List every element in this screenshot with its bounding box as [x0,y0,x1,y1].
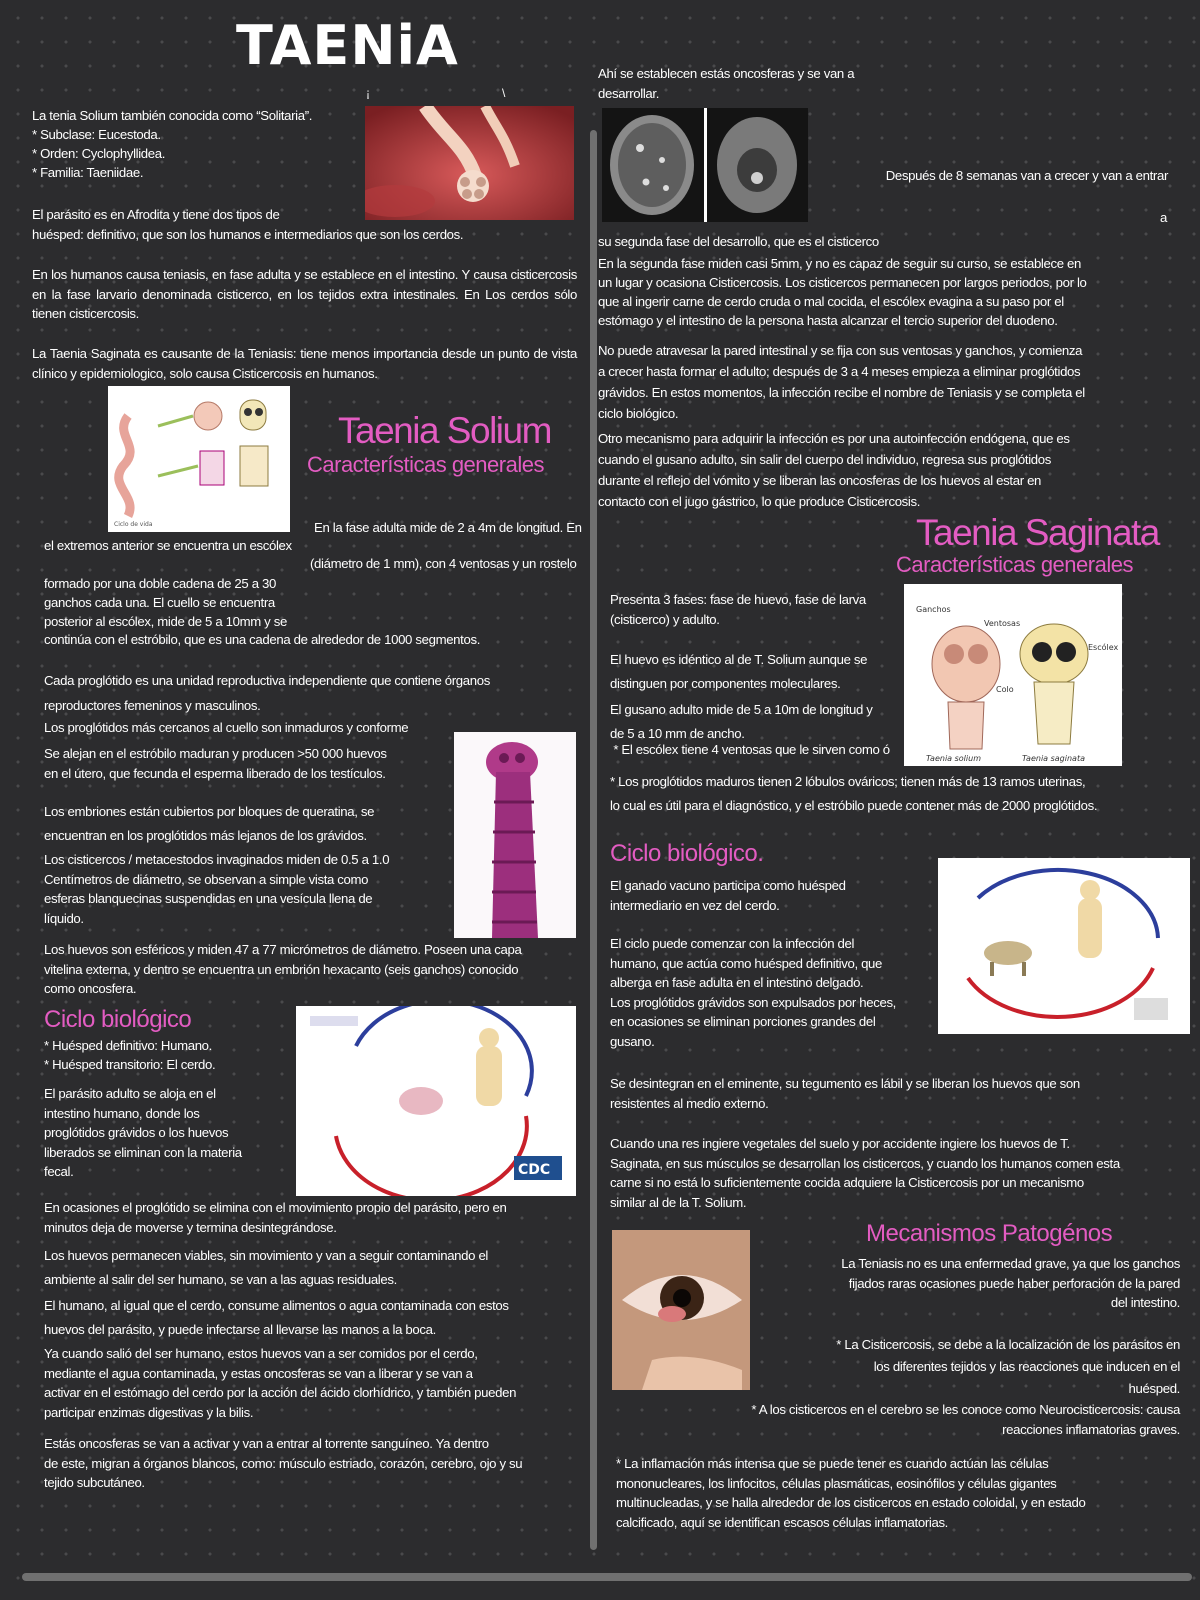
right-segunda-fase: su segunda fase del desarrollo, que es el cisticerco [598,234,879,249]
solium-adult-c: (diámetro de 1 mm), con 4 ventosas y un rostelo [310,556,577,571]
mecanismos-cisticercosis: * La Cisticercosis, se debe a la localización de los parásitos en los diferentes tejidos y las reacciones que inducen en el huésped. [836,1337,1180,1396]
solium-proglotido: Cada proglótido es una unidad reproductiva independiente que contiene órganos reproductores femeninos y masculinos. [44,673,490,713]
right-oncosferas: Ahí se establecen estás oncosferas y se van a desarrollar. [598,66,855,101]
saginata-heading: Taenia Saginata [916,512,1159,553]
page-title: TAENiA [236,14,459,77]
label-taenia-solium: Taenia solium [926,754,981,763]
right-autoinfeccion: Otro mecanismo para adquirir la infección es por una autoinfección endógena, que es cuando el gusano adulto, sin salir del cuerpo del individuo, regresa sus proglótidos durante el reflejo del vómito y se liberan las oncosferas de los huevos al estar en contacto con el jugo gástrico, lo que produce Cisticercosis. [598,431,1070,509]
intro-taxonomy: La tenia Solium también conocida como “Solitaria”. * Subclase: Eucestoda. * Orden: Cyclophyllidea. * Familia: Taeniidae. [32,108,313,180]
solium-life-cycle-diagram [296,1006,576,1196]
saginata-escolex: * El escólex tiene 4 ventosas que le sirven como ó [610,742,890,757]
intro-saginata: La Taenia Saginata es causante de la Teniasis: tiene menos importancia desde un punto de vista clínico y epidemiologico, solo causa Cisticercosis en humanos. [32,346,577,381]
label-colo: Colo [996,685,1014,694]
solium-ciclo-heading: Ciclo biológico [44,1006,192,1033]
title-mark: \ [502,86,505,100]
label-taenia-saginata: Taenia saginata [1022,754,1085,763]
right-ocho-semanas: Después de 8 semanas van a crecer y van a entrar [885,168,1168,183]
solium-ciclo-p4: El humano, al igual que el cerdo, consume alimentos o agua contaminada con estos huevos del parásito, y puede infectarse al llevarse las manos a la boca. [44,1298,509,1337]
column-divider [590,130,597,1550]
right-pared-intestinal: No puede atravesar la pared intestinal y se fija con sus ventosas y ganchos, y comienza a crecer hasta formar el adulto; después de 3 a 4 meses empieza a eliminar proglótidos grávidos. En estos momentos, la infección recibe el nombre de Teniasis y se completa el ciclo biológico. [598,343,1085,421]
horizontal-scrollbar[interactable] [22,1573,1192,1581]
solium-embriones: Los embriones están cubiertos por bloques de queratina, se encuentran en los proglótidos más lejanos de los grávidos. [44,804,375,843]
label-ganchos: Ganchos [916,605,951,614]
solium-ciclo-p2: En ocasiones el proglótido se elimina con el movimiento propio del parásito, pero en minutos deja de moverse y termina desintegrándose. [44,1200,507,1235]
label-ventosas: Ventosas [984,619,1021,628]
right-cisticercosis: En la segunda fase miden casi 5mm, y no es capaz de seguir su curso, se establece en un lugar y ocasiona Cisticercosis. Los cisticercos permanecen por largos periodos, por lo que al ingerir carne de cerdo cruda o mal cocida, el escólex evagina a su paso por el estómago y el intestino de la persona hasta alcanzar el tercio superior del duodeno. [598,256,1087,328]
solium-heading: Taenia Solium [338,410,551,451]
saginata-subheading: Características generales [896,552,1133,577]
solium-huevos: Los huevos son esféricos y miden 47 a 77 micrómetros de diámetro. Poseen una capa vitelina externa, y dentro se encuentra un embrión hexacanto (seis ganchos) conocido como oncosfera. [44,942,522,996]
solium-adult-b: el extremos anterior se encuentra un escólex [44,538,292,553]
solium-subheading: Características generales [307,452,544,477]
cdc-logo: CDC [518,1162,551,1178]
saginata-gusano: El gusano adulto mide de 5 a 10m de longitud y de 5 a 10 mm de ancho. [610,702,873,741]
scolex-comparison-diagram [904,584,1122,766]
solium-ciclo-p6: Estás oncosferas se van a activar y van a entrar al torrente sanguíneo. Ya dentro de este, migran a órganos blancos, como: músculo estriado, corazón, cerebro, ojo y su tejido subcutáneo. [44,1436,523,1490]
saginata-ciclo-p4: Cuando una res ingiere vegetales del suelo y por accidente ingiere los huevos de T. Saginata, en sus músculos se desarrollan los cisticercos, y cuando los humanos comen esta carne si no está lo suficientemente cocida adquiere la Cisticercosis por un mecanismo similar al de la T. Solium. [610,1136,1120,1210]
brain-mri-scans [602,108,808,222]
solium-adult-d: formado por una doble cadena de 25 a 30 ganchos cada una. El cuello se encuentra posterior al escólex, mide de 5 a 10mm y se [44,576,287,629]
solium-inmaduros: Los proglótidos más cercanos al cuello son inmaduros y conforme [44,720,409,735]
solium-ciclo-p3: Los huevos permanecen viables, sin movimiento y van a seguir contaminando el ambiente al salir del ser humano, se van a las aguas residuales. [44,1248,489,1287]
mecanismos-teniasis: La Teniasis no es una enfermedad grave, ya que los ganchos fijados raras ocasiones puede haber perforación de la pared del intestino. [841,1256,1180,1310]
saginata-proglotidos: * Los proglótidos maduros tienen 2 lóbulos ováricos; tienen más de 13 ramos uterinas, lo cual es útil para el diagnóstico, y el estróbilo puede contener más de 2000 proglótidos. [610,774,1098,813]
saginata-ciclo-p3: Se desintegran en el eminente, su tegumento es lábil y se liberan los huevos que son resistentes al medio externo. [610,1076,1080,1111]
intro-hosts-a: El parásito es en Afrodita y tiene dos tipos de [32,207,280,222]
stained-tapeworm-photo [454,732,576,938]
mecanismos-inflamacion: * La inflamación más intensa que se puede tener es cuando actúan las células mononucleares, los linfocitos, células plasmáticas, eosinófilos y células gigantes multinucleadas, y se halla alrededor de los cisticercos en estado coloidal, y en estado calcificado, aquí se identifican escasos células inflamatorias. [616,1456,1086,1530]
mecanismos-heading: Mecanismos Patogénos [866,1220,1113,1247]
svg-text:Ciclo de vida: Ciclo de vida [114,521,153,528]
saginata-ciclo-heading: Ciclo biológico. [610,840,764,867]
tapeworm-scolex-photo [365,106,574,220]
label-escolex: Escólex [1088,643,1119,652]
saginata-huevo: El huevo es idéntico al de T. Solium aunque se distinguen por componentes moleculares. [610,652,868,691]
solium-adult-a: En la fase adulta mide de 2 a 4m de longitud. En [314,520,582,535]
intro-teniasis: En los humanos causa teniasis, en fase adulta y se establece en el intestino. Y causa cisticercosis en la fase larvario denominada cisticerco, en los tejidos extra intestinales. En Los cerdos sólo tienen cisticercosis. [32,267,577,321]
eye-cysticercosis-photo [612,1230,750,1390]
solium-ciclo-p1: El parásito adulto se aloja en el intestino humano, donde los proglótidos grávidos o los huevos liberados se eliminan con la materia fecal. [44,1086,242,1179]
saginata-fases: Presenta 3 fases: fase de huevo, fase de larva (cisticerco) y adulto. [610,592,866,627]
title-mark: ¡ [366,86,370,100]
solium-alejan: Se alejan en el estróbilo maduran y producen >50 000 huevos en el útero, que fecunda el esperma liberado de los testículos. [44,746,387,781]
solium-ciclo-p5: Ya cuando salió del ser humano, estos huevos van a ser comidos por el cerdo, mediante el agua contaminada, y estas oncosferas se van a liberar y se van a activar en el estómago del cerdo por la acción del ácido clorhídrico, y también pueden participar enzimas digestivas y la bilis. [44,1346,517,1420]
saginata-ciclo-p1: El ganado vacuno participa como huésped intermediario en vez del cerdo. [610,878,846,913]
right-ocho-semanas-a: a [1160,210,1167,225]
intro-hosts-b: huésped: definitivo, que son los humanos e intermediarios que son los cerdos. [32,227,464,242]
solium-cisticercos: Los cisticercos / metacestodos invaginados miden de 0.5 a 1.0 Centímetros de diámetro, se observan a simple vista como esferas blanquecinas suspendidas en una vesícula llena de líquido. [44,852,390,926]
mecanismos-neuro: * A los cisticercos en el cerebro se les conoce como Neurocisticercosis: causa reacciones inflamatorias graves. [751,1402,1180,1437]
solium-ciclo-hosts: * Huésped definitivo: Humano. * Huésped transitorio: El cerdo. [44,1038,216,1072]
tapeworm-anatomy-diagram [108,386,290,532]
saginata-life-cycle-diagram [938,858,1190,1034]
solium-adult-e: continúa con el estróbilo, que es una cadena de alrededor de 1000 segmentos. [44,632,481,647]
saginata-ciclo-p2: El ciclo puede comenzar con la infección del humano, que actúa como huésped definitivo, que alberga en fase adulta en el intestino delgado. Los proglótidos grávidos son expulsados por heces, en ocasiones se eliminan porciones grandes del gusano. [610,936,896,1049]
